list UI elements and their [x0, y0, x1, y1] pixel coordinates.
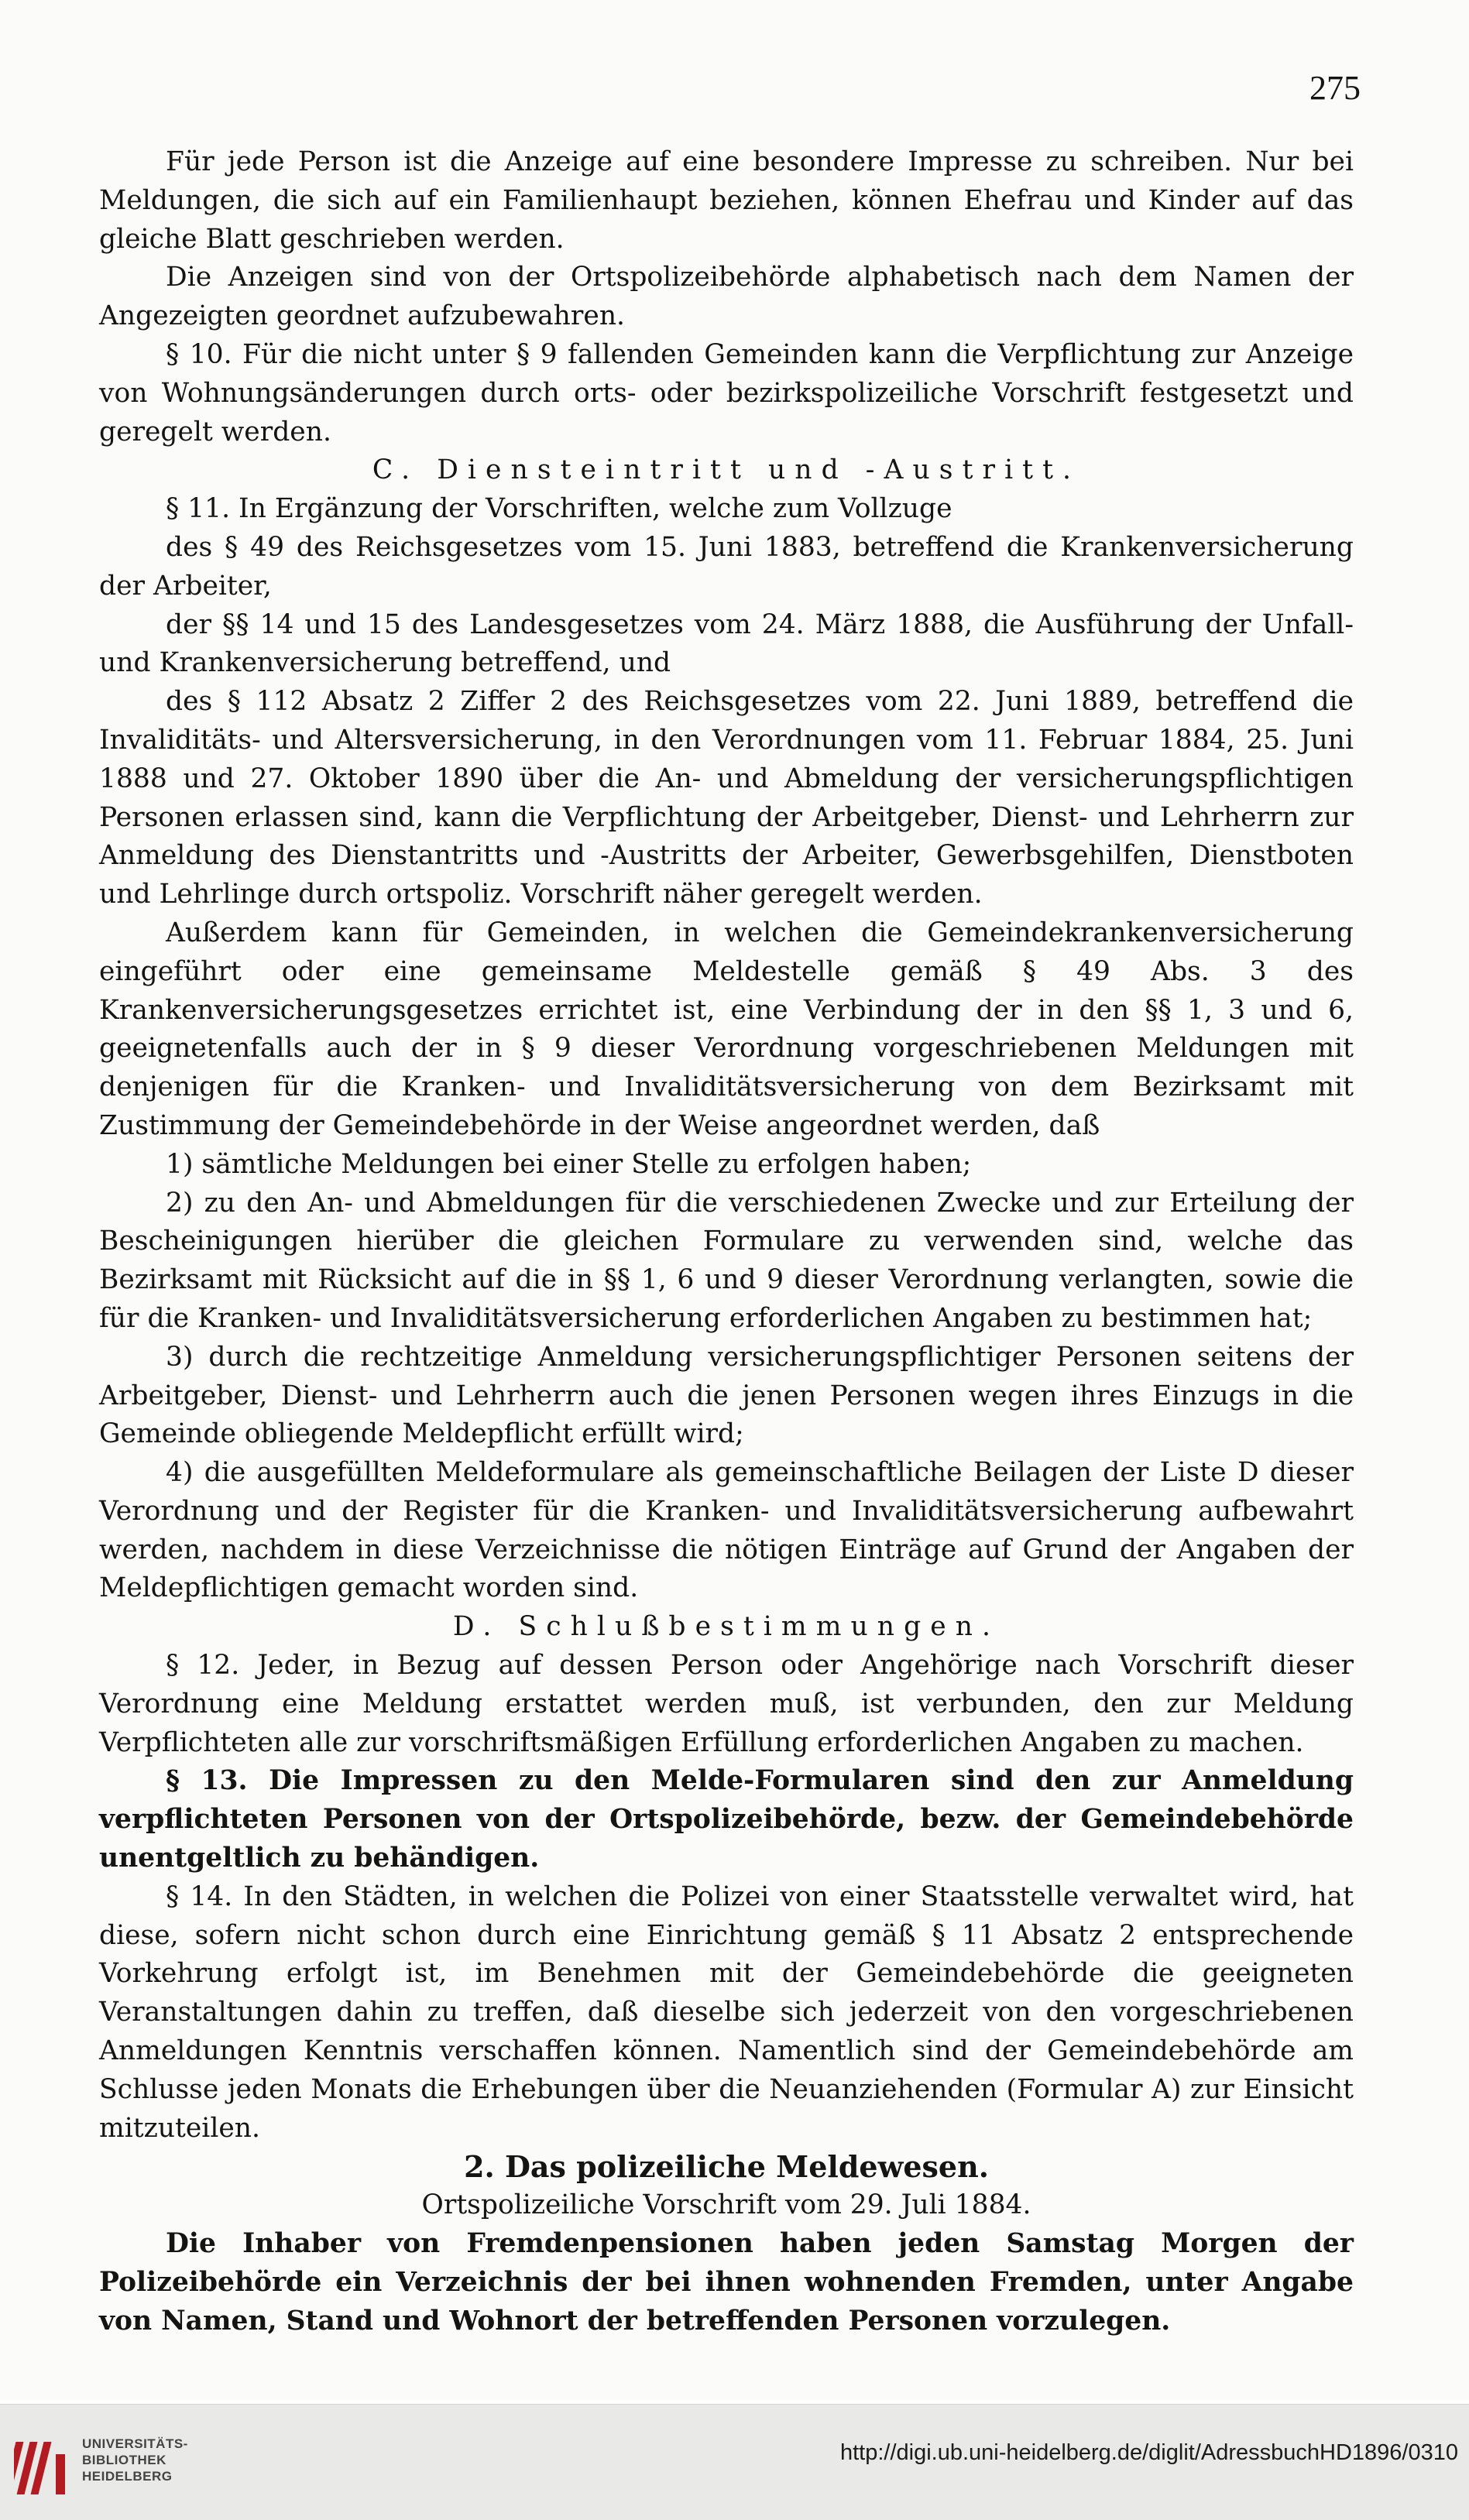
paragraph: § 11. In Ergänzung der Vorschriften, welche zum Vollzuge — [166, 493, 952, 525]
list-item: 2) zu den An- und Abmeldungen für die verschiedenen Zwecke und zur Erteilung der Bescheinigungen hierüber die gleichen Formulare zu verwenden sind, welche das Bezirksamt mit Rücksicht auf die in §§ 1, 6 und 9 dieser Verordnung verlangten, sowie die für die Kranken- und Invaliditätsversicherung erforderlichen Angaben zu bestimmen hat; — [99, 1187, 1354, 1334]
library-name: UNIVERSITÄTS- BIBLIOTHEK HEIDELBERG — [82, 2436, 188, 2484]
paragraph: § 14. In den Städten, in welchen die Polizei von einer Staatsstelle verwaltet wird, hat diese, sofern nicht schon durch eine Einrichtung gemäß § 11 Absatz 2 entsprechende Vorkehrung erfolgt ist, im Benehmen mit der Gemeindebehörde die geeigneten Veranstaltungen dahin zu treffen, daß dieselbe sich jederzeit von den vorgeschriebenen Anmeldungen Kenntnis verschaffen können. Namentlich sind der Gemeindebehörde am Schlusse jeden Monats die Erhebungen über die Neuanziehenden (Formular A) zur Einsicht mitzuteilen. — [99, 1881, 1354, 2144]
sub-heading: Ortspolizeiliche Vorschrift vom 29. Juli 1884. — [421, 2189, 1031, 2221]
page-number: 275 — [1309, 69, 1361, 107]
library-logo-icon — [14, 2437, 70, 2499]
list-item: 3) durch die rechtzeitige Anmeldung versicherungspflichtiger Personen seitens der Arbeitgeber, Dienst- und Lehrherrn auch die jenen Personen wegen ihres Einzugs in die Gemeinde obliegende Meldepflicht erfüllt wird; — [99, 1341, 1354, 1450]
paragraph-bold: § 13. Die Impressen zu den Melde-Formularen sind den zur Anmeldung verpflichteten Personen von der Ortspolizeibehörde, bezw. der Gemeindebehörde unentgeltlich zu behändigen. — [99, 1765, 1354, 1874]
list-item: 4) die ausgefüllten Meldeformulare als gemeinschaftliche Beilagen der Liste D dieser Verordnung und der Register für die Kranken- und Invaliditätsversicherung aufbewahrt werden, nachdem in diese Verzeichnisse die nötigen Einträge auf Grund der Angaben der Meldepflichtigen gemacht worden sind. — [99, 1457, 1354, 1604]
source-url-link[interactable]: http://digi.ub.uni-heidelberg.de/diglit/AdressbuchHD1896/0310 — [839, 2440, 1458, 2465]
section-heading: D. Schlußbestimmungen. — [452, 1611, 1000, 1643]
paragraph: des § 112 Absatz 2 Ziffer 2 des Reichsgesetzes vom 22. Juni 1889, betreffend die Invaliditäts- und Altersversicherung, in den Verordnungen vom 11. Februar 1884, 25. Juni 1888 und 27. Oktober 1890 über die An- und Abmeldung der versicherungspflichtigen Personen erlassen sind, kann die Verpflichtung der Arbeitgeber, Dienst- und Lehrherrn zur Anmeldung des Dienstantritts und -Austritts der Arbeiter, Gewerbsgehilfen, Dienstboten und Lehrlinge durch ortspoliz. Vorschrift näher geregelt werden. — [99, 686, 1354, 910]
list-item: 1) sämtliche Meldungen bei einer Stelle zu erfolgen haben; — [166, 1148, 972, 1180]
paragraph: Außerdem kann für Gemeinden, in welchen die Gemeindekrankenversicherung eingeführt oder eine gemeinsame Meldestelle gemäß § 49 Abs. 3 des Krankenversicherungsgesetzes errichtet ist, eine Verbindung der in den §§ 1, 3 und 6, geeignetenfalls auch der in § 9 dieser Verordnung vorgeschriebenen Meldungen mit denjenigen für die Kranken- und Invaliditätsversicherung von dem Bezirksamt mit Zustimmung der Gemeindebehörde in der Weise angeordnet werden, daß — [99, 917, 1354, 1141]
paragraph: der §§ 14 und 15 des Landesgesetzes vom 24. März 1888, die Ausführung der Unfall- und Krankenversicherung betreffend, und — [99, 609, 1354, 679]
paragraph: § 10. Für die nicht unter § 9 fallenden Gemeinden kann die Verpflichtung zur Anzeige von Wohnungsänderungen durch orts- oder bezirkspolizeiliche Vorschrift festgesetzt und geregelt werden. — [99, 338, 1354, 447]
section-heading: C. Diensteintritt und -Austritt. — [372, 454, 1081, 486]
paragraph: § 12. Jeder, in Bezug auf dessen Person oder Angehörige nach Vorschrift dieser Verordnung eine Meldung erstattet werden muß, ist verbunden, den zur Meldung Verpflichteten alle zur vorschriftsmäßigen Erfüllung erforderlichen Angaben zu machen. — [99, 1650, 1354, 1758]
chapter-heading: 2. Das polizeiliche Meldewesen. — [464, 2149, 989, 2185]
page-body — [99, 143, 1354, 2340]
paragraph: des § 49 des Reichsgesetzes vom 15. Juni 1883, betreffend die Krankenversicherung der Arbeiter, — [99, 531, 1354, 602]
footer-bar — [0, 2404, 1469, 2520]
paragraph: Die Anzeigen sind von der Ortspolizeibehörde alphabetisch nach dem Namen der Angezeigten geordnet aufzubewahren. — [99, 262, 1354, 332]
paragraph: Für jede Person ist die Anzeige auf eine besondere Impresse zu schreiben. Nur bei Meldungen, die sich auf ein Familienhaupt beziehen, können Ehefrau und Kinder auf das gleiche Blatt geschrieben werden. — [99, 146, 1354, 255]
paragraph-bold: Die Inhaber von Fremdenpensionen haben jeden Samstag Morgen der Polizeibehörde ein Verzeichnis der bei ihnen wohnenden Fremden, unter Angabe von Namen, Stand und Wohnort der betreffenden Personen vorzulegen. — [99, 2228, 1354, 2337]
